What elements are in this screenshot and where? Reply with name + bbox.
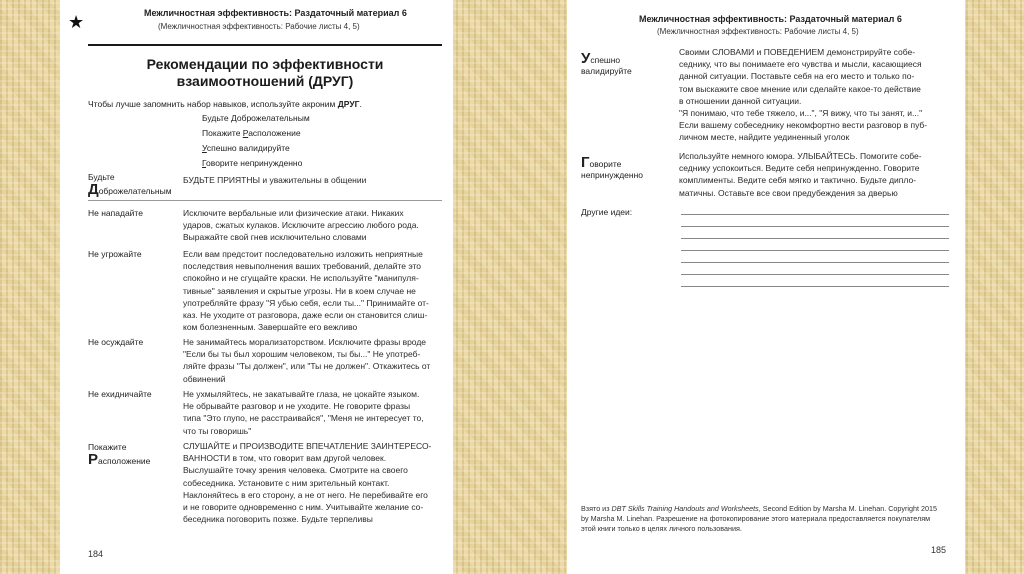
writing-line (681, 262, 949, 263)
desc-dont-threaten: Если вам предстоит последовательно изложить неприятные последствия невыполнения ваших требований, делайте это спокойно и не сгущайте краски. Не используйте "манипуля- тивные" заявления и скрытые угрозы. Ни в коем случае не употребляйте фразу "Я убью себя, если ты..." Принимайте от- каз. Не уходите от разговора, даже если он становится слиш- ком болезненным. Завершайте его вежливо (183, 249, 429, 333)
term-friendly: Будьте Доброжелательным (88, 172, 172, 198)
term-dont-threaten: Не угрожайте (88, 249, 142, 259)
right-page (567, 0, 965, 574)
header-subtitle: (Межличностная эффективность: Рабочие листы 4, 5) (158, 22, 360, 31)
title-line-2: взаимоотношений (ДРУГ) (176, 73, 354, 89)
header-title: Межличностная эффективность: Раздаточный материал 6 (144, 8, 407, 18)
document-title (88, 56, 442, 90)
acronym-word: ДРУГ (337, 99, 360, 109)
writing-line (681, 226, 949, 227)
copyright-credit: Взято из DBT Skills Training Handouts and Worksheets, Second Edition by Marsha M. Linehan. Copyright 2015 by Marsha M. Linehan. Разрешение на фотокопирование этого материала предоставляется покупателям этой книги только в целях личного пользования. (581, 504, 937, 533)
desc-dont-attack: Исключите вербальные или физические атаки. Никаких ударов, сжатых кулаков. Исключите агрессию любого рода. Выражайте свой гнев исключительно словами (183, 208, 419, 243)
header-rule (88, 44, 442, 46)
writing-line (681, 238, 949, 239)
page-number: 185 (931, 545, 947, 555)
writing-line (681, 214, 949, 215)
other-ideas-label: Другие идеи: (581, 207, 633, 217)
desc-easy-manner: Используйте немного юмора. УЛЫБАЙТЕСЬ. Помогите собе- седнику успокоиться. Ведите себя непринужденно. Говорите комплименты. Ведите себя мягко и тактично. Будьте дипло- матичны. Оставьте все свои предубеждения за дверью (679, 151, 922, 198)
term-dont-sneer: Не ехидничайте (88, 389, 152, 399)
intro-text: Чтобы лучше запомнить набор навыков, используйте акроним ДРУГ. (88, 99, 362, 109)
writing-line (681, 286, 949, 287)
term-easy-manner: Говорите непринужденно (581, 154, 644, 180)
title-line-1: Рекомендации по эффективности (146, 56, 384, 72)
acronym-item: Будьте Доброжелательным (202, 113, 310, 123)
acronym-item: Покажите Расположение (202, 128, 301, 138)
desc-validate: Своими СЛОВАМИ и ПОВЕДЕНИЕМ демонстрируйте собе- седнику, что вы понимаете его чувства и мысли, касающиеся данной ситуации. Поставьте себя на его место и только по- том выскажите свое мнение или сделайте какое-то действие в отношении данной ситуации. "Я понимаю, что тебе тяжело, и...", "Я вижу, что ты занят, и..." Если вашему собеседнику некомфортно вести разговор в пуб- личном месте, найдите уединенный уголок (679, 47, 928, 143)
writing-line (681, 274, 949, 275)
desc-dont-sneer: Не ухмыляйтесь, не закатывайте глаза, не цокайте языком. Не обрывайте разговор и не уходите. Не говорите фразы типа "Это глупо, не расстраивайся", "Меня не интересует то, что ты говоришь" (183, 389, 424, 436)
header-subtitle: (Межличностная эффективность: Рабочие листы 4, 5) (657, 27, 859, 36)
acronym-item: Говорите непринужденно (202, 158, 303, 168)
acronym-list (202, 111, 310, 171)
section-divider (88, 200, 442, 201)
desc-friendly: БУДЬТЕ ПРИЯТНЫ и уважительны в общении (183, 175, 367, 185)
writing-line (681, 250, 949, 251)
term-dont-attack: Не нападайте (88, 208, 143, 218)
acronym-item: Успешно валидируйте (202, 143, 290, 153)
star-icon: ★ (68, 12, 85, 32)
header-title: Межличностная эффективность: Раздаточный материал 6 (639, 14, 902, 24)
page-number: 184 (88, 549, 104, 559)
desc-show-interest: СЛУШАЙТЕ и ПРОИЗВОДИТЕ ВПЕЧАТЛЕНИЕ ЗАИНТЕРЕСО- ВАННОСТИ в том, что говорит вам другой человек. Выслушайте точку зрения человека. Смотрите на своего собеседника. Установите с ним зрительный контакт. Наклоняйтесь в его сторону, а не от него. Не перебивайте его и не говорите одновременно с ним. Учитывайте желание со- беседника поговорить позже. Будьте терпеливы (183, 441, 432, 525)
term-show-interest: Покажите Расположение (88, 442, 151, 468)
desc-dont-judge: Не занимайтесь морализаторством. Исключите фразы вроде "Если бы ты был хорошим человеком, ты бы..." Не употреб- ляйте фразы "Ты должен", или "Ты не должен". Откажитесь от обвинений (183, 337, 431, 384)
term-dont-judge: Не осуждайте (88, 337, 144, 347)
term-validate: Успешно валидируйте (581, 50, 632, 76)
left-page (60, 0, 453, 574)
